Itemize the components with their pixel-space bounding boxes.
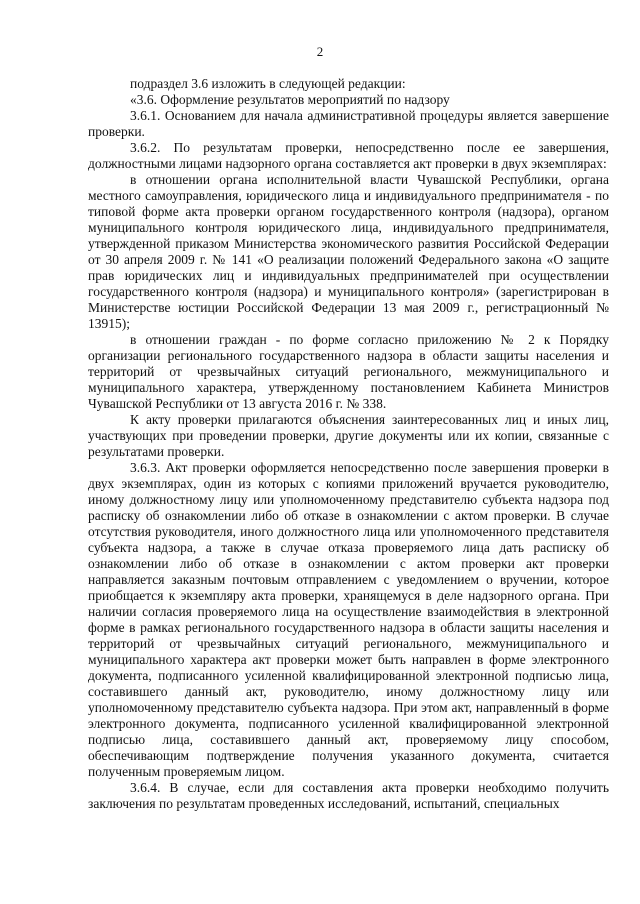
document-body [88, 76, 609, 812]
paragraph: в отношении органа исполнительной власти Чувашской Республики, органа местного самоуправления, юридического лица и индивидуального предпринимателя - по типовой форме акта проверки органом государственного контроля (надзора), органом муниципального контроля юридического лица, индивидуального предпринимателя, утвержденной приказом Министерства экономического развития Российской Федерации от 30 апреля 2009 г. № 141 «О реализации положений Федерального закона «О защите прав юридических лиц и индивидуальных предпринимателей при осуществлении государственного контроля (надзора) и муниципального контроля» (зарегистрирован в Министерстве юстиции Российской Федерации 13 мая 2009 г., регистрационный № 13915); [88, 172, 609, 331]
paragraph: 3.6.2. По результатам проверки, непосредственно после ее завершения, должностными лицами надзорного органа составляется акт проверки в двух экземплярах: [88, 140, 609, 171]
paragraph: К акту проверки прилагаются объяснения заинтересованных лиц и иных лиц, участвующих при проведении проверки, другие документы или их копии, связанные с результатами проверки. [88, 412, 609, 459]
section-heading: «3.6. Оформление результатов мероприятий по надзору [130, 92, 450, 107]
paragraph: в отношении граждан - по форме согласно приложению № 2 к Порядку организации регионального государственного надзора в области защиты населения и территорий от чрезвычайных ситуаций регионального, межмуниципального и муниципального характера, утвержденному постановлением Кабинета Министров Чувашской Республики от 13 августа 2016 г. № 338. [88, 332, 609, 411]
paragraph: 3.6.3. Акт проверки оформляется непосредственно после завершения проверки в двух экземплярах, один из которых с копиями приложений вручается руководителю, иному должностному лицу или уполномоченному представителю субъекта надзора под расписку об ознакомлении либо об отказе в ознакомлении с актом проверки. В случае отсутствия руководителя, иного должностного лица или уполномоченного представителя субъекта надзора, а также в случае отказа проверяемого лица дать расписку об ознакомлении либо об отказе в ознакомлении с актом проверки акт проверки направляется заказным почтовым отправлением с уведомлением о вручении, которое приобщается к экземпляру акта проверки, хранящемуся в деле надзорного органа. При наличии согласия проверяемого лица на осуществление взаимодействия в электронной форме в рамках регионального государственного надзора в области защиты населения и территорий от чрезвычайных ситуаций регионального, межмуниципального и муниципального характера акт проверки может быть направлен в форме электронного документа, подписанного усиленной квалифицированной электронной подписью лица, составившего данный акт, руководителю, иному должностному лицу или уполномоченному представителю субъекта надзора. При этом акт, направленный в форме электронного документа, подписанного усиленной квалифицированной электронной подписью лица, составившего данный акт, проверяемому лицу способом, обеспечивающим подтверждение получения указанного документа, считается полученным проверяемым лицом. [88, 460, 609, 779]
page-number: 2 [316, 44, 324, 59]
paragraph: подраздел 3.6 изложить в следующей редакции: [130, 76, 406, 91]
paragraph: 3.6.1. Основанием для начала административной процедуры является завершение проверки. [88, 108, 609, 139]
paragraph: 3.6.4. В случае, если для составления акта проверки необходимо получить заключения по результатам проведенных исследований, испытаний, специальных [88, 780, 609, 811]
